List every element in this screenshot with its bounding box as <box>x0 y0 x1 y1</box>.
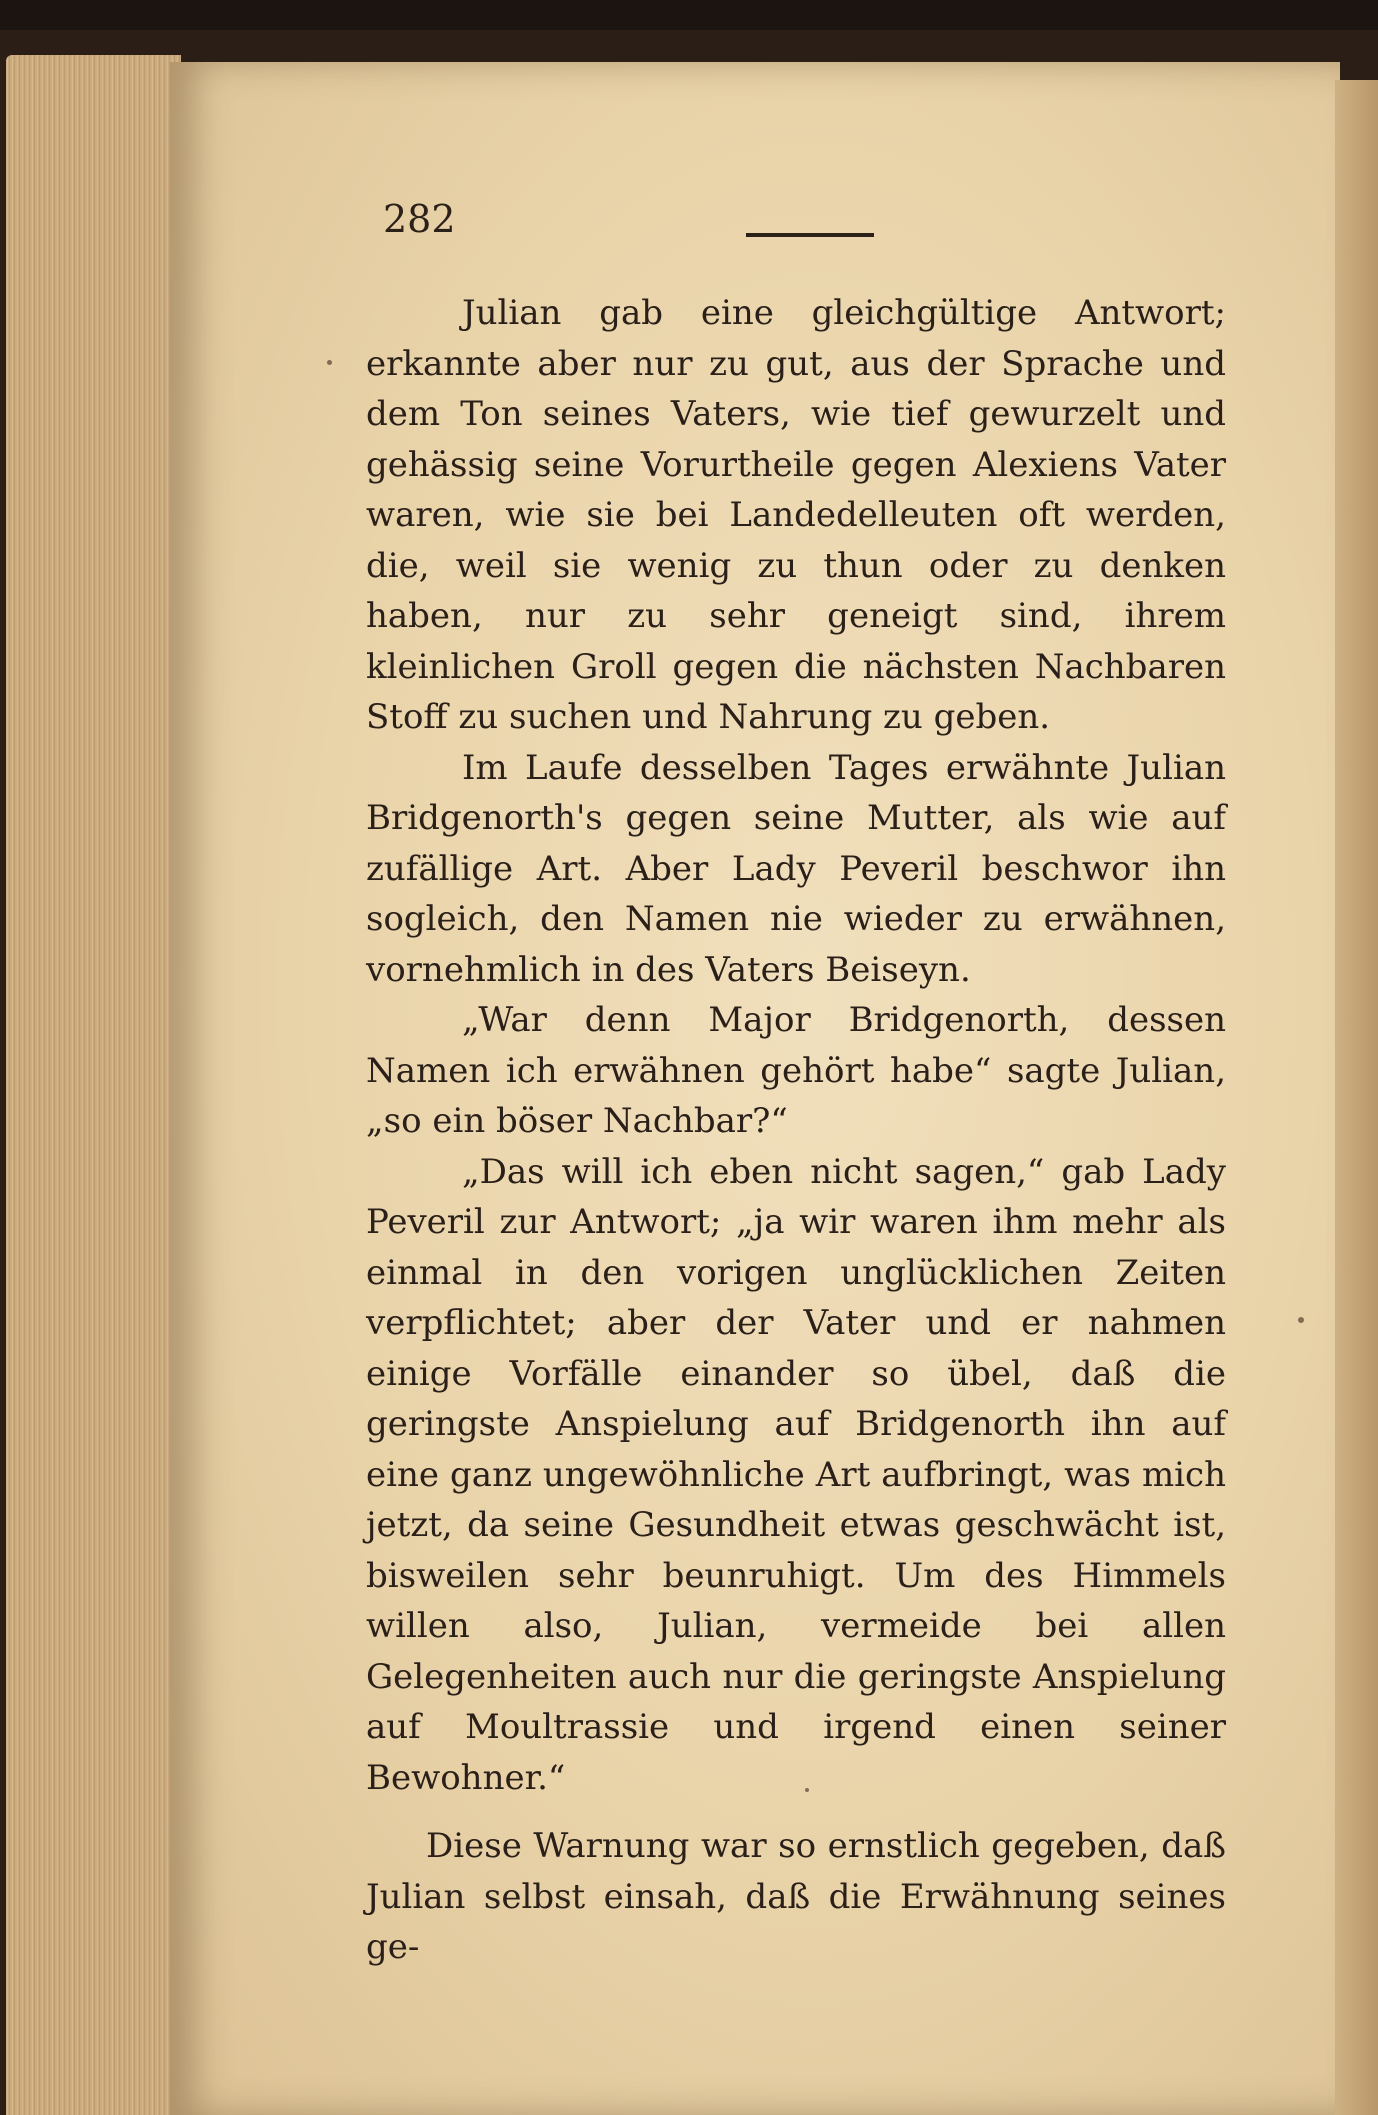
paper-speck <box>327 360 332 365</box>
paragraph: Julian gab eine gleichgültige Antwort; erkannte aber nur zu gut, aus der Sprache und dem Ton seines Vaters, wie tief gewurzelt und gehässig seine Vorurtheile gegen Alexiens Vater waren, wie sie bei Landedelleuten oft werden, die, weil sie wenig zu thun oder zu denken haben, nur zu sehr geneigt sind, ihrem kleinlichen Groll gegen die nächsten Nachbaren Stoff zu suchen und Nahrung zu geben. <box>366 293 1226 737</box>
page-number: 282 <box>383 197 456 241</box>
paragraph: Im Laufe desselben Tages erwähnte Julian Bridgenorth's gegen seine Mutter, als wie auf zufällige Art. Aber Lady Peveril beschwor ihn sogleich, den Namen nie wieder zu erwähnen, vornehmlich in des Vaters Beiseyn. <box>366 747 1226 990</box>
paper-speck <box>805 1788 809 1792</box>
paragraph: „War denn Major Bridgenorth, dessen Namen ich erwähnen gehört habe“ sagte Julian, „so ein böser Nachbar?“ <box>366 1000 1226 1141</box>
paragraph: „Das will ich eben nicht sagen,“ gab Lady Peveril zur Antwort; „ja wir waren ihm mehr als einmal in den vorigen unglücklichen Zeiten verpflichtet; aber der Vater und er nahmen einige Vorfälle einander so übel, daß die geringste Anspielung auf Bridgenorth ihn auf eine ganz ungewöhnliche Art aufbringt, was mich jetzt, da seine Gesundheit etwas geschwächt ist, bisweilen sehr beunruhigt. Um des Himmels willen also, Julian, vermeide bei allen Gelegenheiten auch nur die geringste Anspielung auf Moultrassie und irgend einen seiner Bewohner.“ <box>366 1151 1226 1798</box>
paragraph: Diese Warnung war so ernstlich gegeben, daß Julian selbst einsah, daß die Erwähnung seines ge- <box>366 1826 1226 1967</box>
body-text <box>366 288 1226 1973</box>
paper-speck <box>1298 1317 1304 1323</box>
page-gutter <box>1335 80 1378 2115</box>
header-rule <box>746 233 874 237</box>
page-edges <box>6 55 181 2115</box>
